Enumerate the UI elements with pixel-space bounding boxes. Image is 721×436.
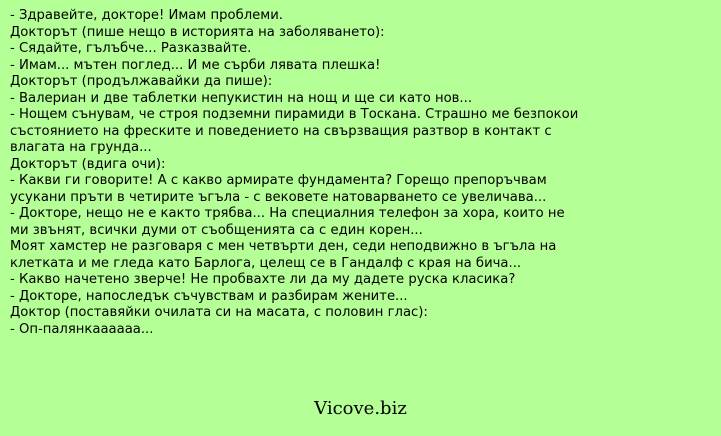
joke-line: състоянието на фреските и поведението на свързващия разтвор в контакт с: [10, 123, 552, 139]
joke-line: Докторът (пише нещо в историята на заболяването):: [10, 24, 385, 40]
joke-line: - Докторе, напоследък съчувствам и разбирам жените...: [10, 288, 408, 304]
joke-line: клетката и ме гледа като Барлога, целещ се в Гандалф с края на бича...: [10, 255, 522, 271]
joke-line: влагата на грунда...: [10, 140, 152, 155]
joke-line: усукани пръти в четирите ъгъла - с вековете натоварването се увеличава...: [10, 189, 547, 205]
joke-line: - Имам... мътен поглед... И ме сърби лявата плешка!: [10, 57, 381, 73]
site-watermark: Vicove.biz: [314, 398, 407, 419]
joke-line: - Какво начетено зверче! Не пробвахте ли да му дадете руска класика?: [10, 272, 516, 287]
joke-line: Докторът (продължавайки да пише):: [10, 74, 273, 89]
joke-line: Докторът (вдига очи):: [10, 156, 166, 172]
joke-line: - Докторе, нещо не е както трябва... На специалния телефон за хора, които не: [10, 206, 565, 221]
joke-line: Моят хамстер не разговаря с мен четвърти ден, седи неподвижно в ъгъла на: [10, 239, 557, 254]
joke-line: - Сядайте, гълъбче... Разказвайте.: [10, 41, 252, 56]
joke-line: - Нощем сънувам, че строя подземни пирамиди в Тоскана. Страшно ме безпокои: [10, 107, 579, 122]
joke-line: Доктор (поставяйки очилата си на масата, с половин глас):: [10, 305, 428, 320]
joke-line: - Здравейте, докторе! Имам проблеми.: [10, 8, 283, 23]
joke-line: - Какви ги говорите! А с какво армирате фундамента? Горещо препоръчвам: [10, 173, 547, 188]
joke-text: [10, 8, 710, 338]
joke-line: - Валериан и две таблетки непукистин на нощ и ще си като нов...: [10, 90, 473, 106]
joke-line: ми звънят, всички думи от съобщенията са с един корен...: [10, 222, 423, 238]
joke-line: - Оп-палянкаааааа...: [10, 321, 154, 337]
